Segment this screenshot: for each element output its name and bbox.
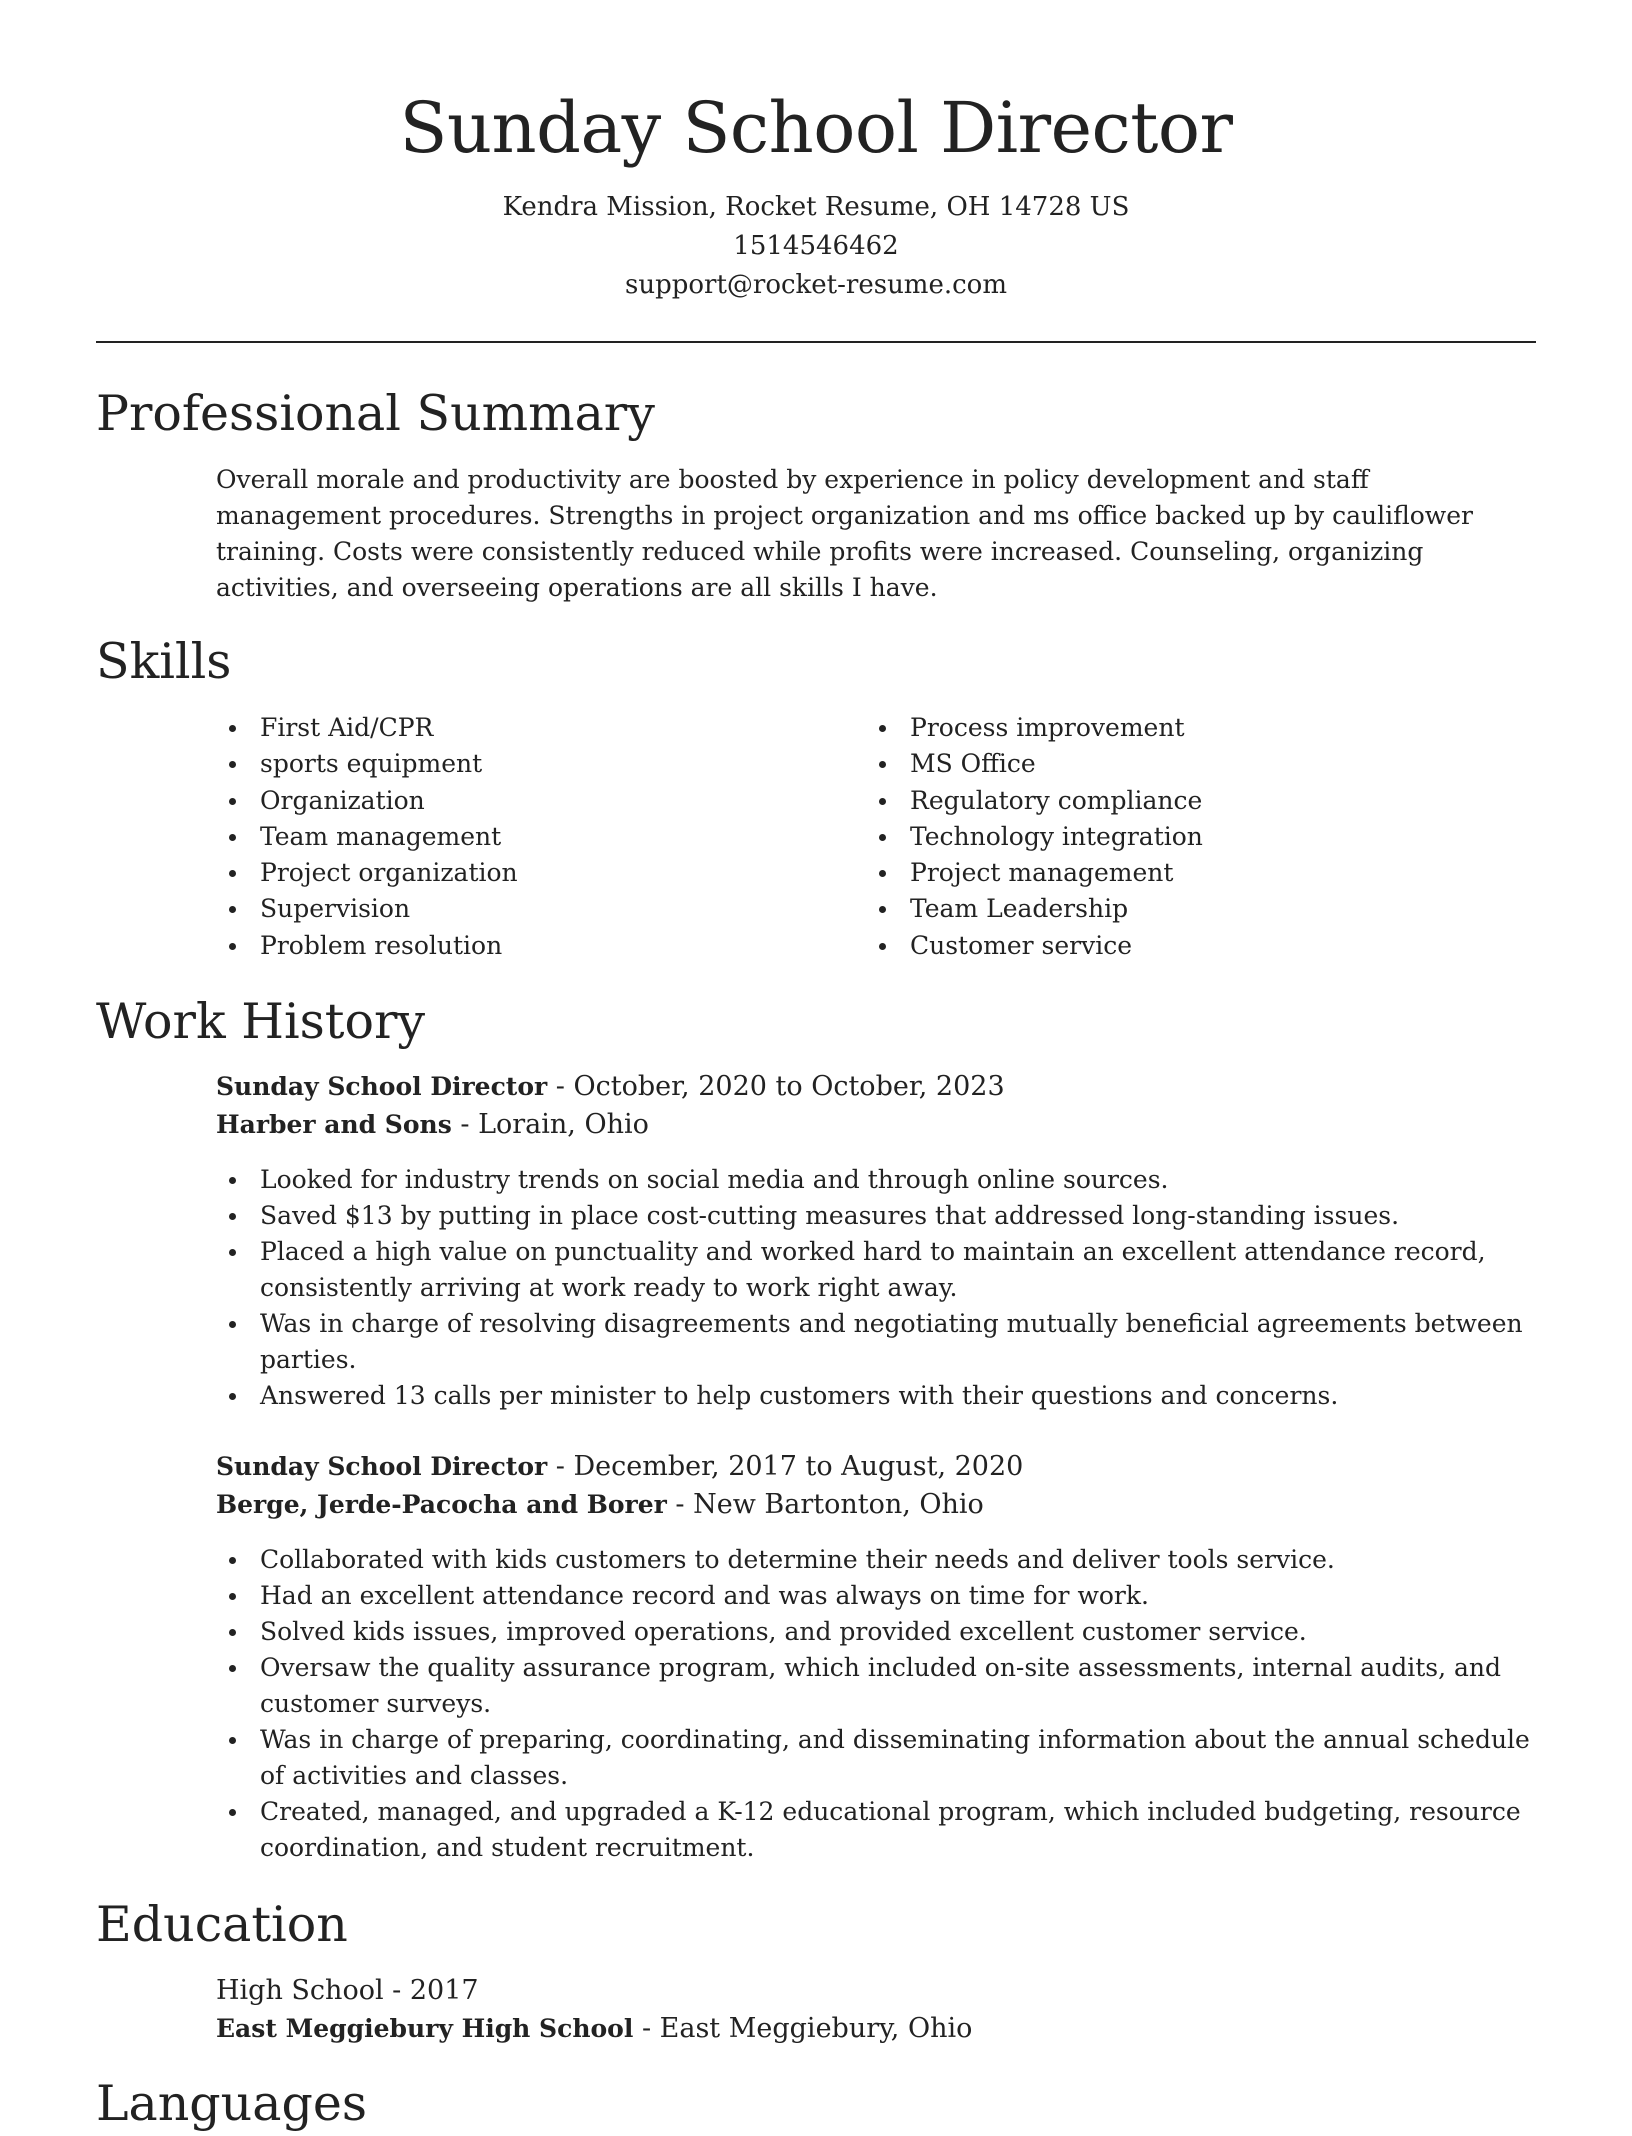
skill-label: Team Leadership bbox=[910, 894, 1129, 924]
skill-label: Project organization bbox=[260, 858, 518, 888]
bullet-text: Created, managed, and upgraded a K-12 educational program, which included budgeting, resource coordination, and student recruitment. bbox=[260, 1797, 1521, 1862]
job-company: Harber and Sons bbox=[216, 1110, 452, 1139]
job-dates: - October, 2020 to October, 2023 bbox=[547, 1071, 1005, 1102]
contact-email: support@rocket-resume.com bbox=[624, 270, 1007, 300]
list-item bbox=[216, 1542, 1546, 1578]
bullet-icon bbox=[229, 1213, 236, 1220]
skill-item bbox=[216, 891, 836, 927]
skills-heading: Skills bbox=[96, 633, 232, 690]
skill-label: Problem resolution bbox=[260, 930, 503, 960]
skill-label: Project management bbox=[910, 858, 1174, 888]
contact-info bbox=[0, 188, 1632, 305]
bullet-text: Looked for industry trends on social media and through online sources. bbox=[260, 1165, 1169, 1194]
list-item bbox=[216, 1198, 1546, 1234]
bullet-icon bbox=[229, 870, 236, 877]
bullet-text: Was in charge of preparing, coordinating, and disseminating information about the annual schedule of activities and classes. bbox=[260, 1725, 1530, 1790]
education-degree-line bbox=[216, 1972, 1536, 2010]
job-company: Berge, Jerde-Pacocha and Borer bbox=[216, 1490, 667, 1519]
skill-label: First Aid/CPR bbox=[260, 713, 434, 742]
header-divider bbox=[96, 341, 1536, 343]
list-item bbox=[216, 1650, 1546, 1722]
education-heading: Education bbox=[96, 1896, 348, 1953]
bullet-icon bbox=[229, 725, 236, 732]
bullet-icon bbox=[229, 1321, 236, 1328]
education-location: - East Meggiebury, Ohio bbox=[633, 2013, 973, 2044]
bullet-icon bbox=[229, 761, 236, 768]
bullet-icon bbox=[229, 1809, 236, 1816]
bullet-icon bbox=[229, 1629, 236, 1636]
skill-label: Regulatory compliance bbox=[910, 785, 1203, 815]
job-location: - New Bartonton, Ohio bbox=[666, 1489, 984, 1520]
skill-label: Team management bbox=[260, 821, 502, 851]
bullet-icon bbox=[229, 906, 236, 913]
skill-label: Process improvement bbox=[910, 713, 1185, 742]
skill-item bbox=[216, 855, 836, 891]
skill-item bbox=[866, 855, 1486, 891]
education-school: East Meggiebury High School bbox=[216, 2014, 634, 2043]
skill-label: Supervision bbox=[260, 894, 411, 924]
bullet-text: Had an excellent attendance record and was always on time for work. bbox=[260, 1581, 1149, 1610]
bullet-icon bbox=[879, 798, 886, 805]
skill-item bbox=[216, 710, 836, 746]
skill-item bbox=[866, 783, 1486, 819]
bullet-icon bbox=[879, 906, 886, 913]
bullet-icon bbox=[879, 870, 886, 877]
bullet-text: Solved kids issues, improved operations, and provided excellent customer service. bbox=[260, 1617, 1307, 1646]
bullet-icon bbox=[879, 725, 886, 732]
list-item bbox=[216, 1378, 1546, 1414]
skill-item bbox=[866, 746, 1486, 782]
bullet-icon bbox=[879, 834, 886, 841]
bullet-icon bbox=[229, 1665, 236, 1672]
bullet-icon bbox=[229, 1393, 236, 1400]
skill-item bbox=[216, 783, 836, 819]
bullet-text: Saved $13 by putting in place cost-cutting measures that addressed long-standing issues. bbox=[260, 1201, 1400, 1230]
education-entry bbox=[216, 1972, 1536, 2048]
list-item bbox=[216, 1722, 1546, 1794]
list-item bbox=[216, 1578, 1546, 1614]
resume-header bbox=[0, 80, 1632, 305]
list-item bbox=[216, 1794, 1546, 1866]
skills-list-right bbox=[866, 710, 1486, 964]
skill-item bbox=[866, 710, 1486, 746]
bullet-icon bbox=[229, 1593, 236, 1600]
skill-item bbox=[216, 819, 836, 855]
list-item bbox=[216, 1614, 1546, 1650]
bullet-icon bbox=[229, 798, 236, 805]
skill-item bbox=[866, 819, 1486, 855]
bullet-icon bbox=[229, 943, 236, 950]
list-item bbox=[216, 1162, 1546, 1198]
job-title: Sunday School Director bbox=[216, 1072, 548, 1101]
bullet-icon bbox=[879, 761, 886, 768]
education-school-line bbox=[216, 2010, 1536, 2048]
bullet-icon bbox=[229, 834, 236, 841]
contact-phone: 1514546462 bbox=[733, 231, 899, 261]
skill-item bbox=[866, 891, 1486, 927]
list-item bbox=[216, 1234, 1546, 1306]
languages-heading: Languages bbox=[96, 2075, 367, 2132]
summary-heading: Professional Summary bbox=[96, 385, 655, 442]
skill-label: MS Office bbox=[910, 749, 1036, 779]
bullet-icon bbox=[229, 1249, 236, 1256]
skill-item bbox=[216, 928, 836, 964]
job-bullets bbox=[216, 1542, 1546, 1866]
skill-label: Technology integration bbox=[910, 821, 1203, 851]
job-title: Sunday School Director bbox=[216, 1452, 548, 1481]
job-location: - Lorain, Ohio bbox=[451, 1109, 649, 1140]
job-bullets bbox=[216, 1162, 1546, 1414]
bullet-text: Answered 13 calls per minister to help customers with their questions and concerns. bbox=[260, 1381, 1339, 1410]
bullet-text: Collaborated with kids customers to determine their needs and deliver tools service. bbox=[260, 1545, 1335, 1574]
job-dates: - December, 2017 to August, 2020 bbox=[547, 1451, 1024, 1482]
bullet-text: Placed a high value on punctuality and worked hard to maintain an excellent attendance record, consistently arriving at work ready to work right away. bbox=[260, 1237, 1486, 1302]
skill-label: Customer service bbox=[910, 930, 1133, 960]
education-degree: High School bbox=[216, 1975, 384, 2006]
bullet-icon bbox=[879, 943, 886, 950]
bullet-text: Was in charge of resolving disagreements and negotiating mutually beneficial agreements between parties. bbox=[260, 1309, 1523, 1374]
work-heading: Work History bbox=[96, 993, 426, 1050]
education-year: - 2017 bbox=[383, 1975, 479, 2006]
bullet-icon bbox=[229, 1177, 236, 1184]
summary-text: Overall morale and productivity are boosted by experience in policy development and staff management procedures. Strengths in project organization and ms office backed up by cauliflower training. Costs were consistently reduced while profits were increased. Counseling, organizing activities, and overseeing operations are all skills I have. bbox=[216, 465, 1473, 602]
job-company-line bbox=[216, 1486, 1536, 1524]
skills-list-left bbox=[216, 710, 836, 964]
job-entry bbox=[216, 1448, 1536, 1524]
job-title-line bbox=[216, 1068, 1536, 1106]
bullet-icon bbox=[229, 1557, 236, 1564]
skill-item bbox=[866, 928, 1486, 964]
skill-label: Organization bbox=[260, 785, 425, 815]
job-entry bbox=[216, 1068, 1536, 1144]
list-item bbox=[216, 1306, 1546, 1378]
skill-item bbox=[216, 746, 836, 782]
job-title-line bbox=[216, 1448, 1536, 1486]
bullet-text: Oversaw the quality assurance program, which included on-site assessments, internal audits, and customer surveys. bbox=[260, 1653, 1501, 1718]
page-title: Sunday School Director bbox=[399, 87, 1233, 169]
skill-label: sports equipment bbox=[260, 749, 483, 779]
bullet-icon bbox=[229, 1737, 236, 1744]
job-company-line bbox=[216, 1106, 1536, 1144]
contact-address: Kendra Mission, Rocket Resume, OH 14728 US bbox=[502, 192, 1130, 222]
